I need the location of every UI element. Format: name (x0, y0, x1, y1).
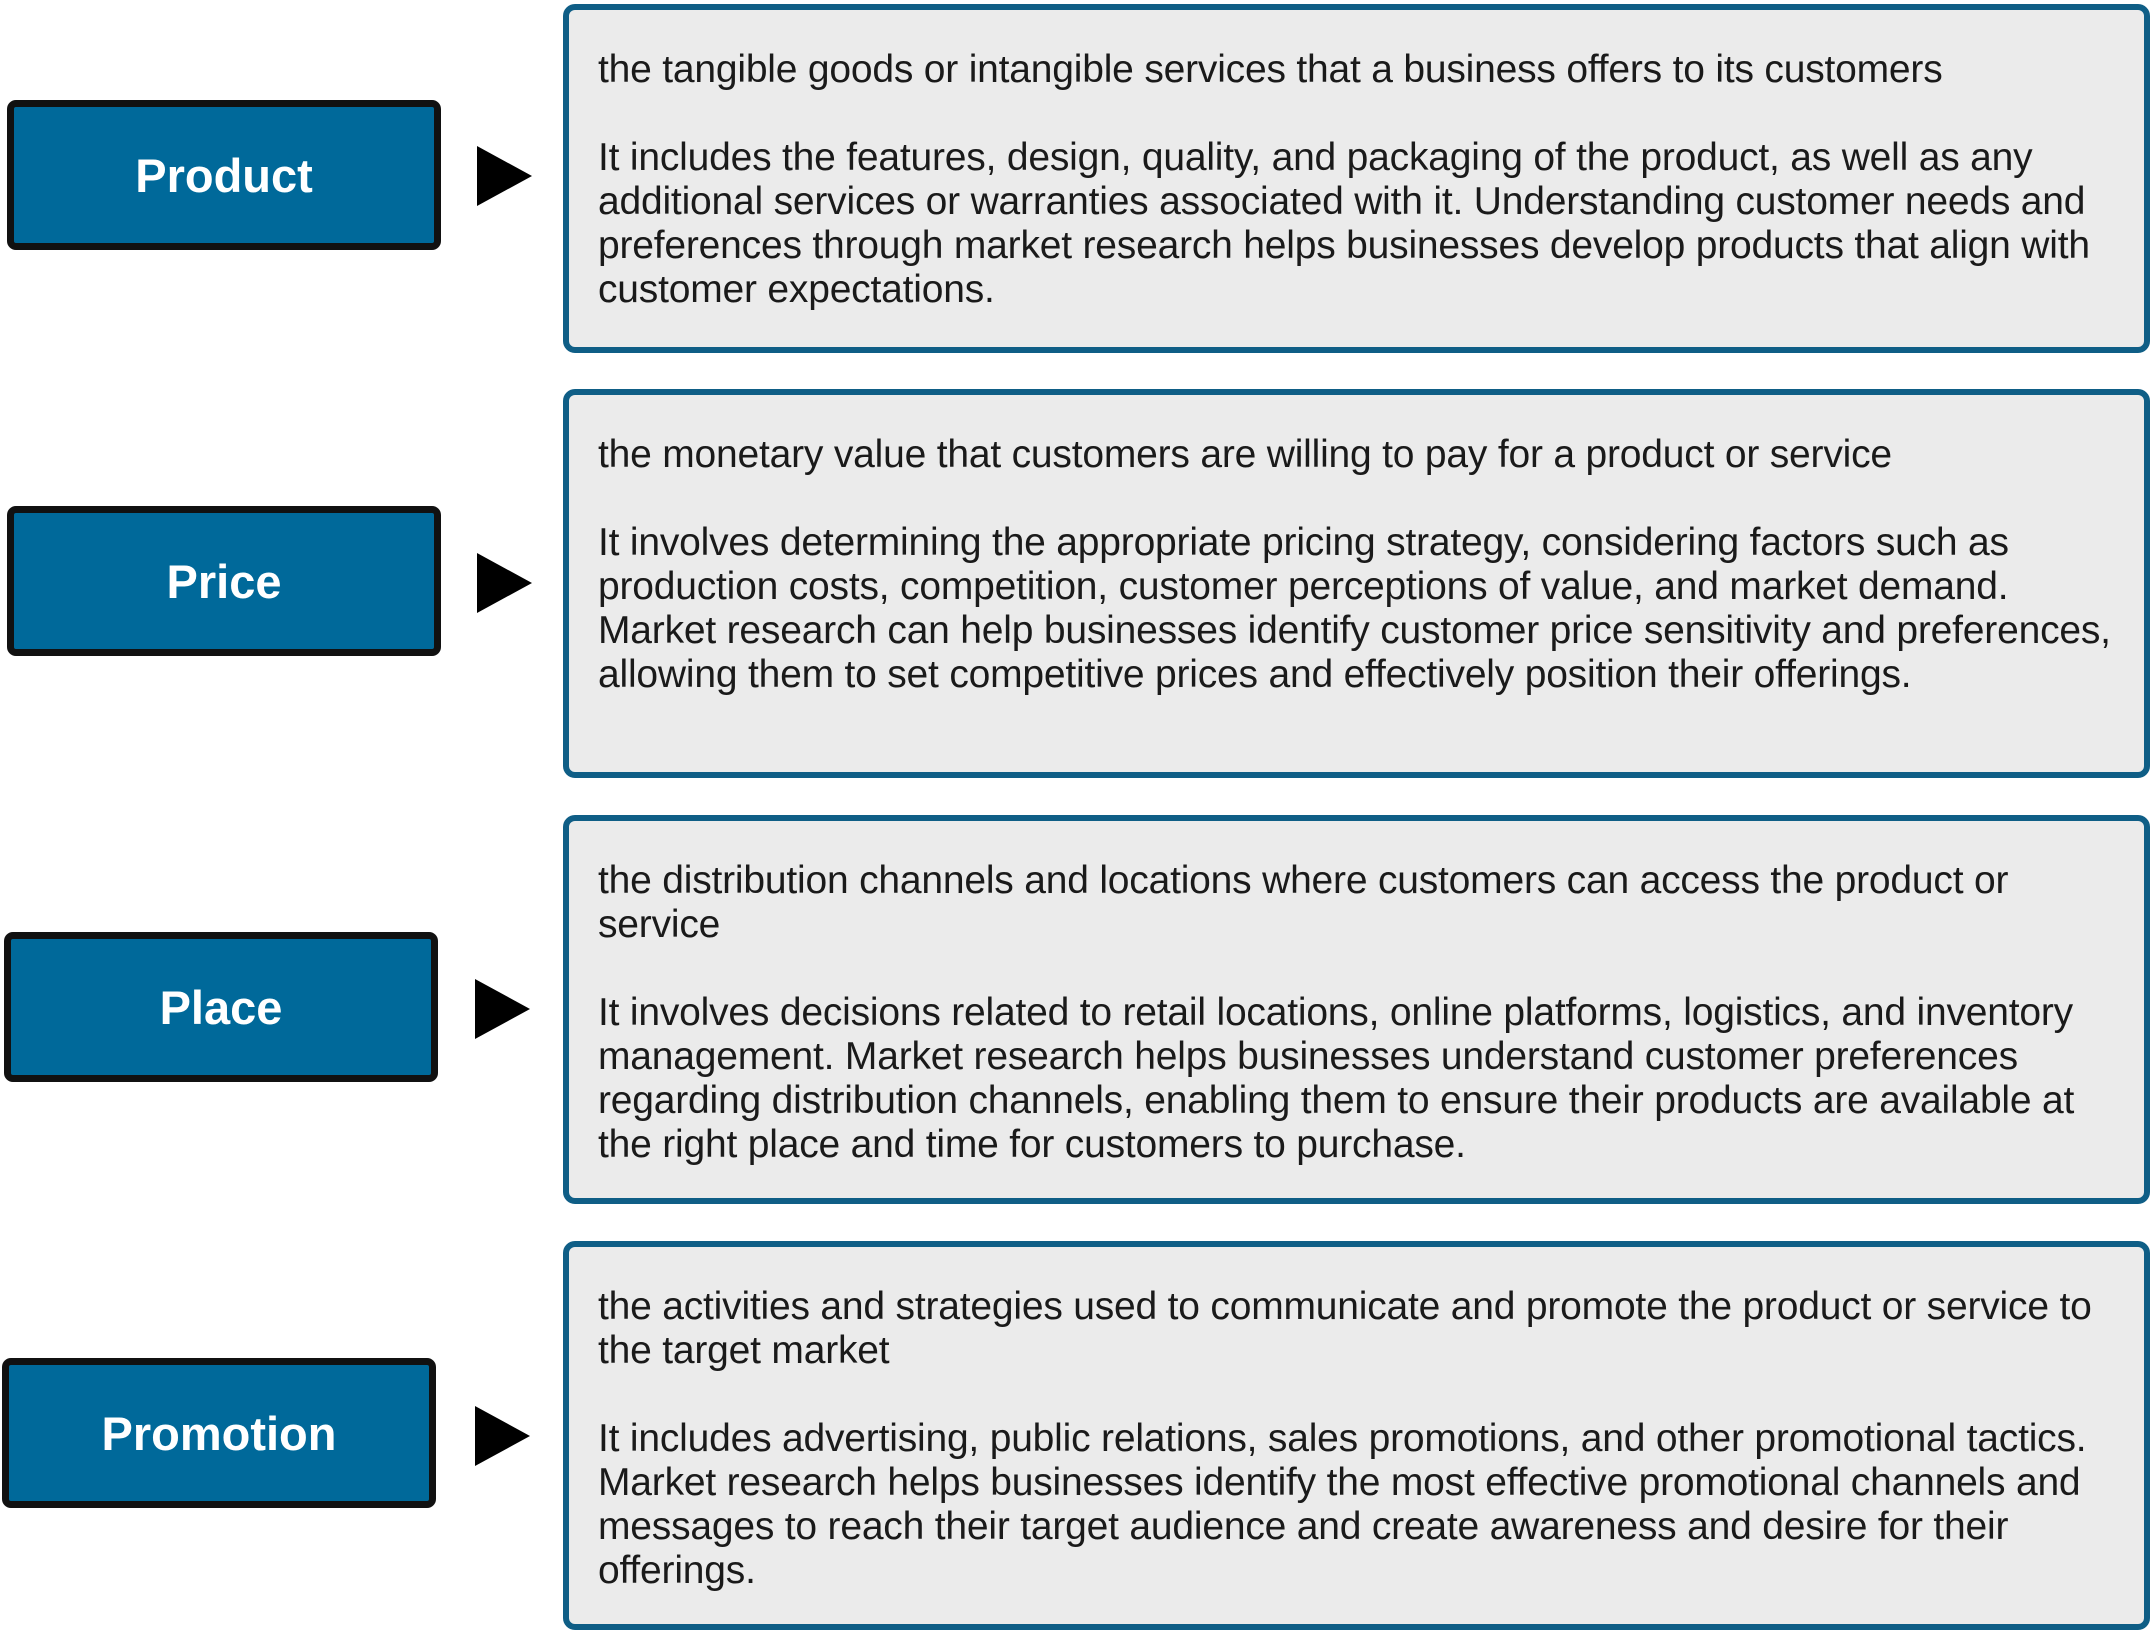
label-product (7, 100, 441, 250)
definition-promotion: the activities and strategies used to communicate and promote the product or service to the target market (598, 1285, 2092, 1372)
label-price (7, 506, 441, 656)
arrow-right-icon (475, 979, 530, 1039)
detail-product: It includes the features, design, quality, and packaging of the product, as well as any additional services or warranties associated with it. Understanding customer needs and preferences through market research helps businesses develop products that align with customer expectations. (598, 136, 2090, 311)
definition-product: the tangible goods or intangible services that a business offers to its customers (598, 48, 1943, 91)
description-promotion (563, 1241, 2150, 1630)
label-price-text: Price (166, 554, 282, 608)
label-place-text: Place (159, 980, 283, 1034)
detail-promotion: It includes advertising, public relations, sales promotions, and other promotional tactics. Market research helps businesses identify the most effective promotional channels and messages to reach their target audience and create awareness and desire for their offerings. (598, 1417, 2087, 1592)
label-promotion-text: Promotion (101, 1406, 337, 1460)
arrow-right-icon (477, 553, 532, 613)
label-promotion (2, 1358, 436, 1508)
definition-price: the monetary value that customers are willing to pay for a product or service (598, 433, 1892, 476)
description-price (563, 389, 2150, 778)
arrow-right-icon (475, 1406, 530, 1466)
detail-price: It involves determining the appropriate pricing strategy, considering factors such as production costs, competition, customer perceptions of value, and market demand. Market research can help businesses identify customer price sensitivity and preferences, allowing them to set competitive prices and effectively position their offerings. (598, 521, 2111, 696)
description-product (563, 4, 2150, 353)
label-product-text: Product (135, 148, 313, 202)
definition-place: the distribution channels and locations where customers can access the product or service (598, 859, 2009, 946)
description-place (563, 815, 2150, 1204)
detail-place: It involves decisions related to retail locations, online platforms, logistics, and inventory management. Market research helps businesses understand customer preferences regarding distribution channels, enabling them to ensure their products are available at the right place and time for customers to purchase. (598, 991, 2075, 1166)
label-place (4, 932, 438, 1082)
arrow-right-icon (477, 146, 532, 206)
